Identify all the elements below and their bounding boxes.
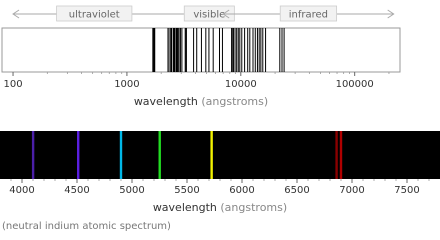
x-tick-label: 4000 [9, 185, 35, 196]
x-tick-label: 1000 [114, 79, 140, 90]
spectrum-caption: (neutral indium atomic spectrum) [2, 221, 171, 232]
x-axis-label: wavelength (angstroms) [133, 95, 269, 108]
x-tick-label: 6000 [229, 185, 255, 196]
x-tick-label: 5000 [119, 185, 145, 196]
x-tick-label: 100 [3, 79, 23, 90]
x-tick-label: 7000 [339, 185, 365, 196]
band-label: visible [193, 9, 226, 21]
band-label: ultraviolet [68, 9, 120, 21]
band-label: infrared [288, 9, 329, 21]
x-tick-label: 100000 [335, 79, 374, 90]
x-tick-label: 4500 [64, 185, 90, 196]
x-tick-label: 5500 [174, 185, 200, 196]
visible-spectrum-plot-area [0, 131, 440, 179]
x-tick-label: 10000 [224, 79, 257, 90]
x-tick-label: 7500 [394, 185, 420, 196]
x-axis-label: wavelength (angstroms) [152, 201, 288, 214]
x-tick-label: 6500 [284, 185, 310, 196]
